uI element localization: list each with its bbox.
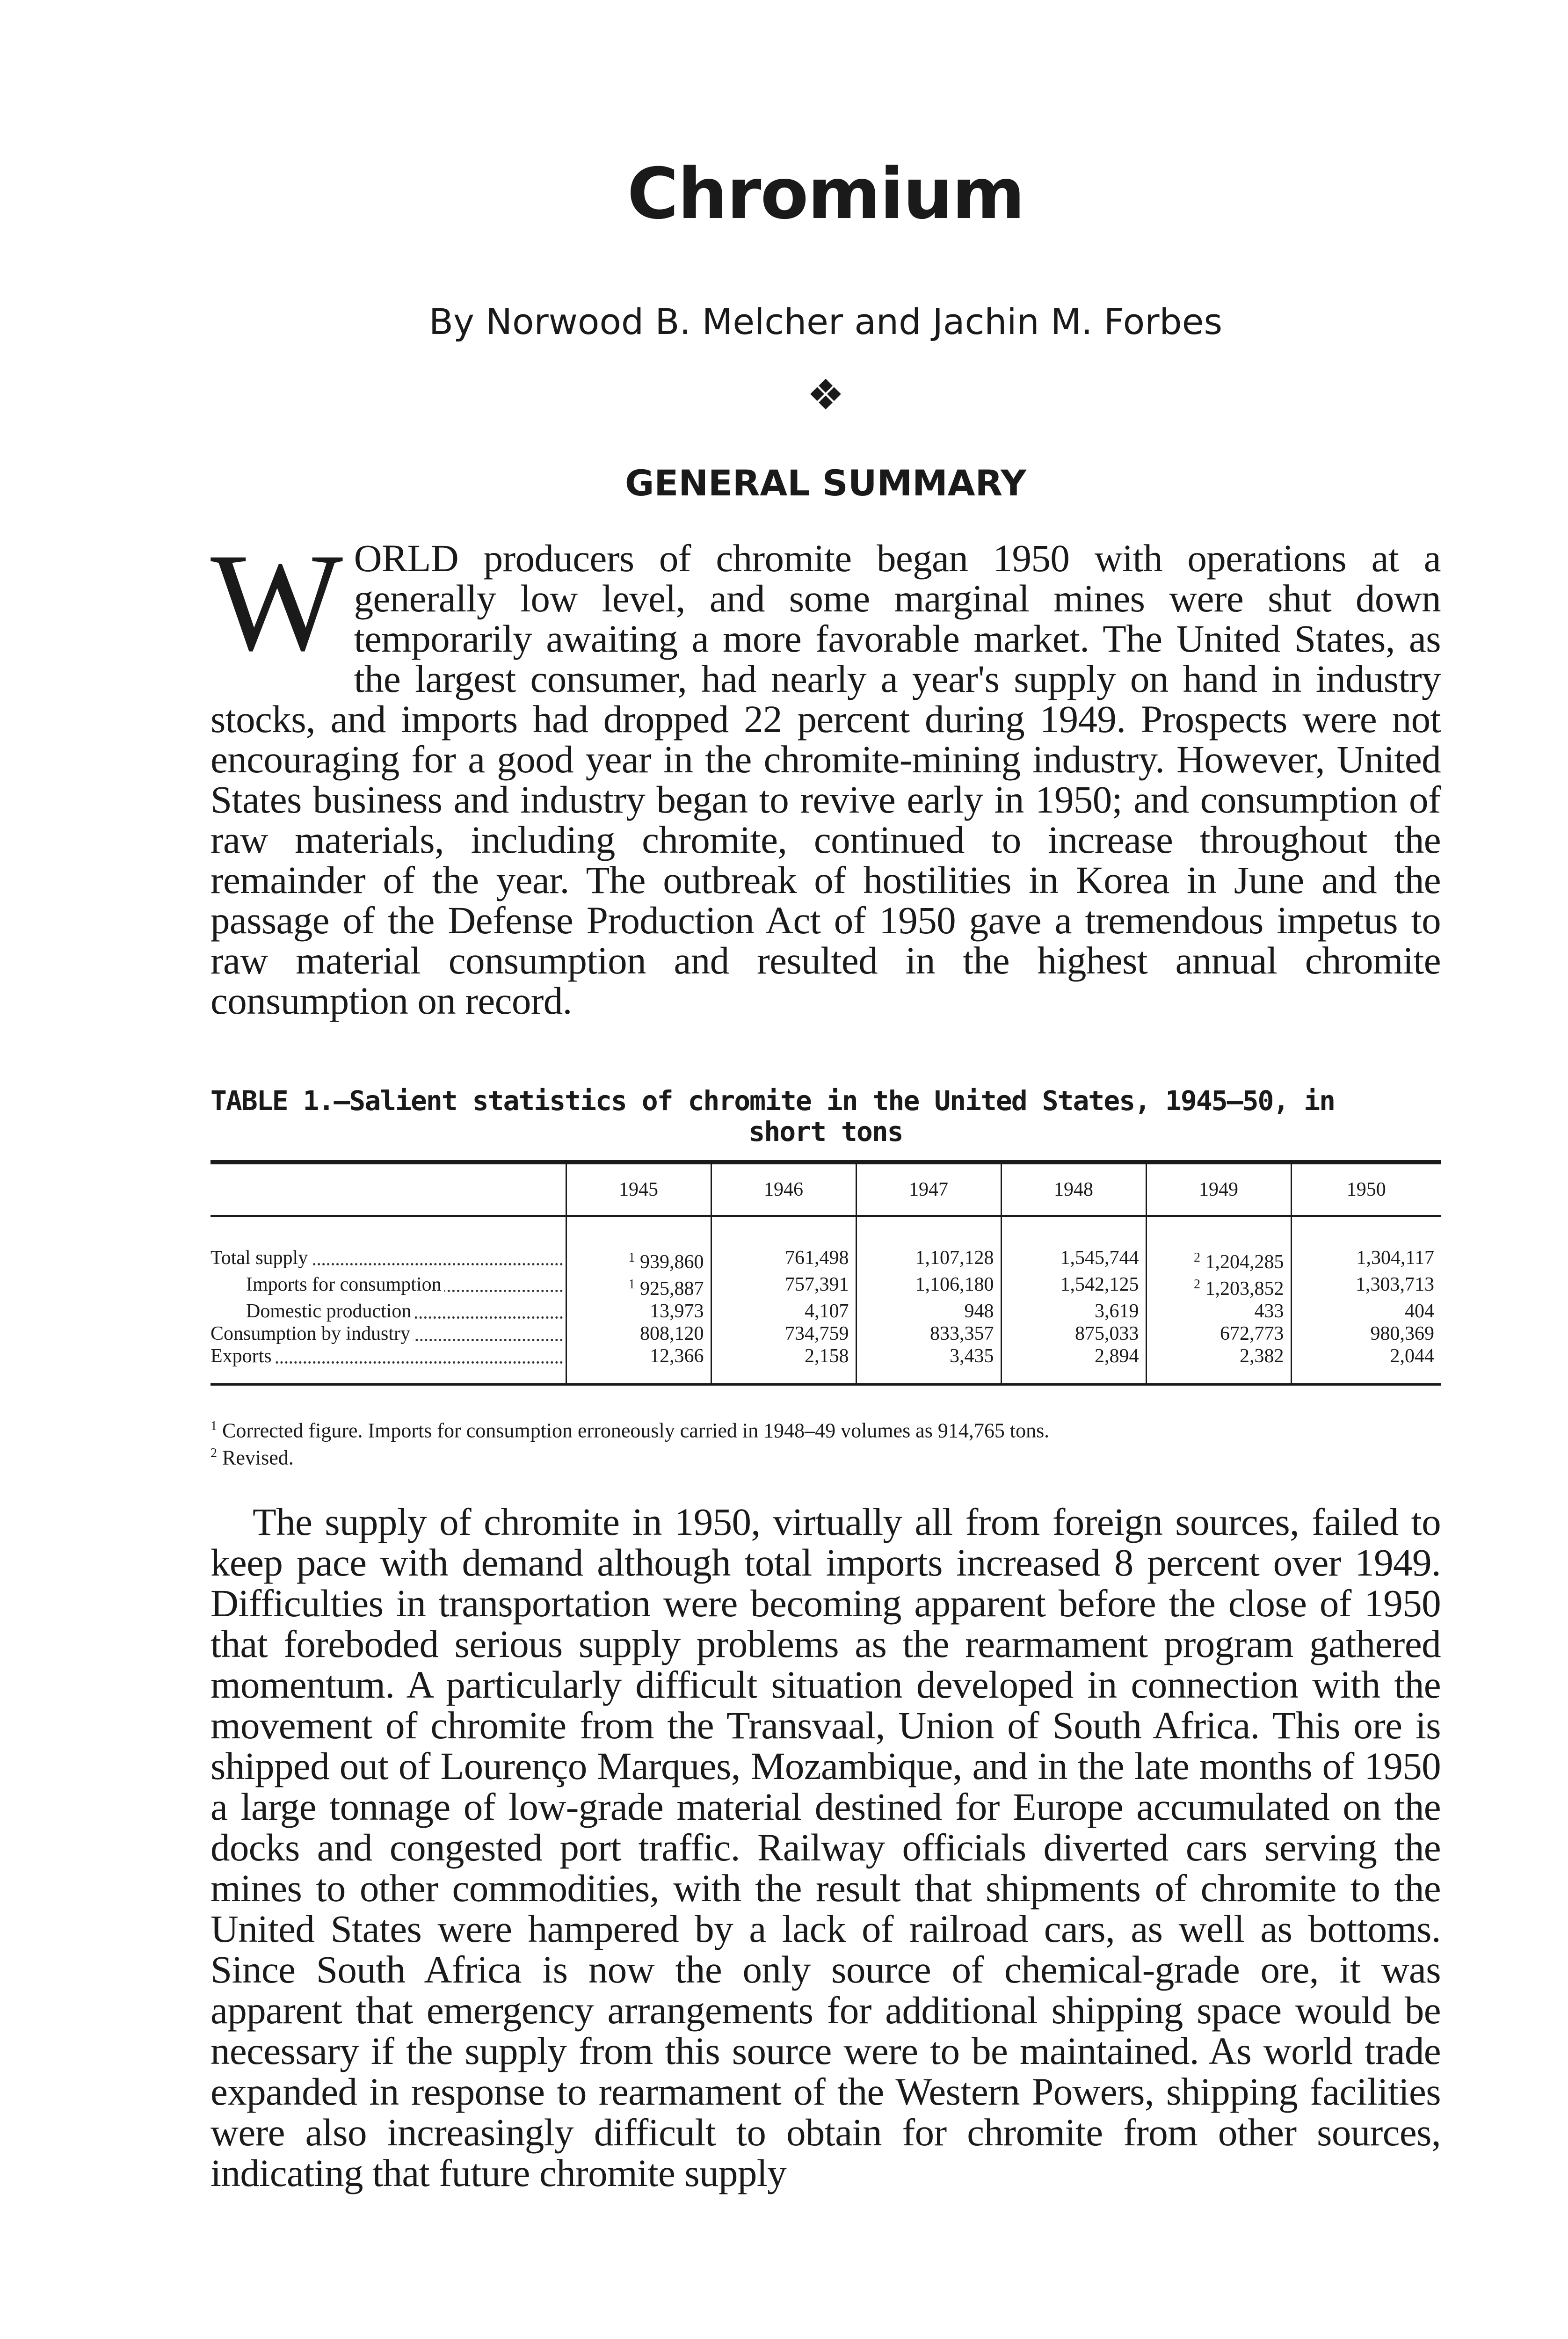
table-caption xyxy=(211,1085,1441,1147)
cell-value: 4,107 xyxy=(805,1300,849,1322)
salient-statistics-table xyxy=(211,1160,1441,1386)
table-cell xyxy=(1001,1322,1146,1345)
drop-cap: W xyxy=(211,524,343,680)
table-header-blank xyxy=(211,1162,566,1216)
row-label: Imports for consumption xyxy=(211,1273,566,1300)
table-cell xyxy=(1291,1345,1441,1385)
cell-value: 2,158 xyxy=(805,1345,849,1367)
cell-value: 833,357 xyxy=(930,1323,994,1344)
table-cell xyxy=(711,1322,856,1345)
cell-value: 1,106,180 xyxy=(915,1274,994,1295)
table-cell xyxy=(711,1345,856,1385)
table-cell xyxy=(1001,1273,1146,1300)
table-header-row xyxy=(211,1162,1441,1216)
cell-value: 939,860 xyxy=(640,1251,704,1273)
cell-value: 1,107,128 xyxy=(915,1247,994,1269)
table-cell xyxy=(566,1273,711,1300)
table-cell xyxy=(1146,1322,1291,1345)
section-heading: GENERAL SUMMARY xyxy=(625,462,1026,504)
cell-value: 13,973 xyxy=(650,1300,704,1322)
cell-value: 2,044 xyxy=(1390,1345,1434,1367)
cell-value: 875,033 xyxy=(1075,1323,1139,1344)
table-body xyxy=(211,1216,1441,1385)
footnote-ref: 2 xyxy=(1194,1277,1200,1292)
cell-value: 3,435 xyxy=(950,1345,994,1367)
table-cell xyxy=(1146,1216,1291,1273)
table-cell xyxy=(1001,1300,1146,1322)
cell-value: 757,391 xyxy=(785,1274,849,1295)
table-cell xyxy=(856,1300,1001,1322)
table-caption-line2: short tons xyxy=(748,1116,903,1148)
summary-paragraph-text: ORLD producers of chromite began 1950 with operations at a generally low level, and some marginal mines were shut down temporarily awaiting a more favorable market. The United States, as the largest consumer, had nearly a year's supply on hand in industry stocks, and imports had dropped 22 percent during 1949. Prospects were not encouraging for a good year in the chromite-mining industry. However, United States business and industry began to revive early in 1950; and consumption of raw materials, including chromite, continued to increase throughout the remainder of the year. The outbreak of hostilities in Korea in June and the passage of the Defense Production Act of 1950 gave a tremendous impetus to raw material consumption and resulted in the highest annual chromite consumption on record. xyxy=(211,537,1441,1022)
cell-value: 672,773 xyxy=(1220,1323,1284,1344)
cell-value: 1,204,285 xyxy=(1205,1251,1284,1273)
table-header-year: 1947 xyxy=(856,1162,1001,1216)
document-page xyxy=(211,0,1441,2339)
table-cell xyxy=(1291,1322,1441,1345)
cell-value: 3,619 xyxy=(1095,1300,1139,1322)
table-header-year: 1945 xyxy=(566,1162,711,1216)
supply-paragraph: The supply of chromite in 1950, virtually all from foreign sources, failed to keep pace with demand although total imports increased 8 percent over 1949. Difficulties in transportation were becoming apparent before the close of 1950 that foreboded serious supply problems as the rearmament program gathered momentum. A particularly difficult situation developed in connection with the movement of chromite from the Transvaal, Union of South Africa. This ore is shipped out of Lourenço Marques, Mozambique, and in the late months of 1950 a large tonnage of low-grade material destined for Europe accumulated on the docks and congested port traffic. Railway officials diverted cars serving the mines to other commodities, with the result that shipments of chromite to the United States were hampered by a lack of railroad cars, as well as bottoms. Since South Africa is now the only source of chemical-grade ore, it was apparent that emergency arrangements for additional shipping space would be necessary if the supply from this source were to be maintained. As world trade expanded in response to rearmament of the Western Powers, shipping facilities were also increasingly difficult to obtain for chromite from other sources, indicating that future chromite supply xyxy=(211,1500,1441,2194)
table-cell xyxy=(711,1216,856,1273)
footnote-ref: 2 xyxy=(1194,1250,1200,1265)
table-cell xyxy=(1291,1300,1441,1322)
table-cell xyxy=(1291,1273,1441,1300)
summary-paragraph xyxy=(211,524,1441,1022)
cell-value: 948 xyxy=(964,1300,994,1322)
footnote-ref: 1 xyxy=(628,1250,635,1265)
table-cell xyxy=(856,1345,1001,1385)
table-footnotes xyxy=(211,1415,1441,1469)
authors-line: By Norwood B. Melcher and Jachin M. Forbes xyxy=(428,301,1223,342)
table-header-year: 1948 xyxy=(1001,1162,1146,1216)
cell-value: 734,759 xyxy=(785,1323,849,1344)
cell-value: 2,382 xyxy=(1240,1345,1284,1367)
table-cell xyxy=(566,1322,711,1345)
table-cell xyxy=(566,1300,711,1322)
cell-value: 1,304,117 xyxy=(1356,1247,1434,1269)
footnote-text: Revised. xyxy=(222,1446,294,1469)
table-cell xyxy=(566,1216,711,1273)
cell-value: 761,498 xyxy=(785,1247,849,1269)
cell-value: 404 xyxy=(1405,1300,1434,1322)
table-row xyxy=(211,1273,1441,1300)
table-cell xyxy=(1146,1273,1291,1300)
table-cell xyxy=(856,1273,1001,1300)
footnote xyxy=(211,1442,1441,1469)
row-label: Exports xyxy=(211,1345,566,1385)
table-caption-line1: TABLE 1.—Salient statistics of chromite in the United States, 1945–50, in xyxy=(211,1085,1335,1117)
table-header-year: 1950 xyxy=(1291,1162,1441,1216)
cell-value: 808,120 xyxy=(640,1323,704,1344)
footnote-mark: 2 xyxy=(211,1446,217,1460)
table-row xyxy=(211,1322,1441,1345)
table-cell xyxy=(711,1300,856,1322)
cell-value: 1,542,125 xyxy=(1060,1274,1139,1295)
table-cell xyxy=(1001,1216,1146,1273)
table-row xyxy=(211,1216,1441,1273)
cell-value: 433 xyxy=(1254,1300,1284,1322)
table-cell xyxy=(856,1216,1001,1273)
row-label: Consumption by industry xyxy=(211,1322,566,1345)
table-cell xyxy=(1146,1300,1291,1322)
cell-value: 12,366 xyxy=(650,1345,704,1367)
cell-value: 980,369 xyxy=(1370,1323,1434,1344)
row-label: Domestic production xyxy=(211,1300,566,1322)
table-cell xyxy=(1146,1345,1291,1385)
table-row xyxy=(211,1345,1441,1385)
footnote-ref: 1 xyxy=(628,1277,635,1292)
table-cell xyxy=(1291,1216,1441,1273)
ornament-icon: ❖ xyxy=(806,370,845,420)
footnote xyxy=(211,1415,1441,1442)
cell-value: 2,894 xyxy=(1095,1345,1139,1367)
cell-value: 1,303,713 xyxy=(1356,1274,1434,1295)
page-title: Chromium xyxy=(627,153,1024,235)
footnote-text: Corrected figure. Imports for consumption erroneously carried in 1948–49 volumes as 914,765 tons. xyxy=(222,1419,1050,1442)
cell-value: 925,887 xyxy=(640,1278,704,1300)
table-cell xyxy=(1001,1345,1146,1385)
table-cell xyxy=(566,1345,711,1385)
table-cell xyxy=(856,1322,1001,1345)
table-header-year: 1949 xyxy=(1146,1162,1291,1216)
table-header-year: 1946 xyxy=(711,1162,856,1216)
cell-value: 1,203,852 xyxy=(1205,1278,1284,1300)
cell-value: 1,545,744 xyxy=(1060,1247,1139,1269)
table-cell xyxy=(711,1273,856,1300)
table-row xyxy=(211,1300,1441,1322)
footnote-mark: 1 xyxy=(211,1419,217,1433)
row-label: Total supply xyxy=(211,1216,566,1273)
